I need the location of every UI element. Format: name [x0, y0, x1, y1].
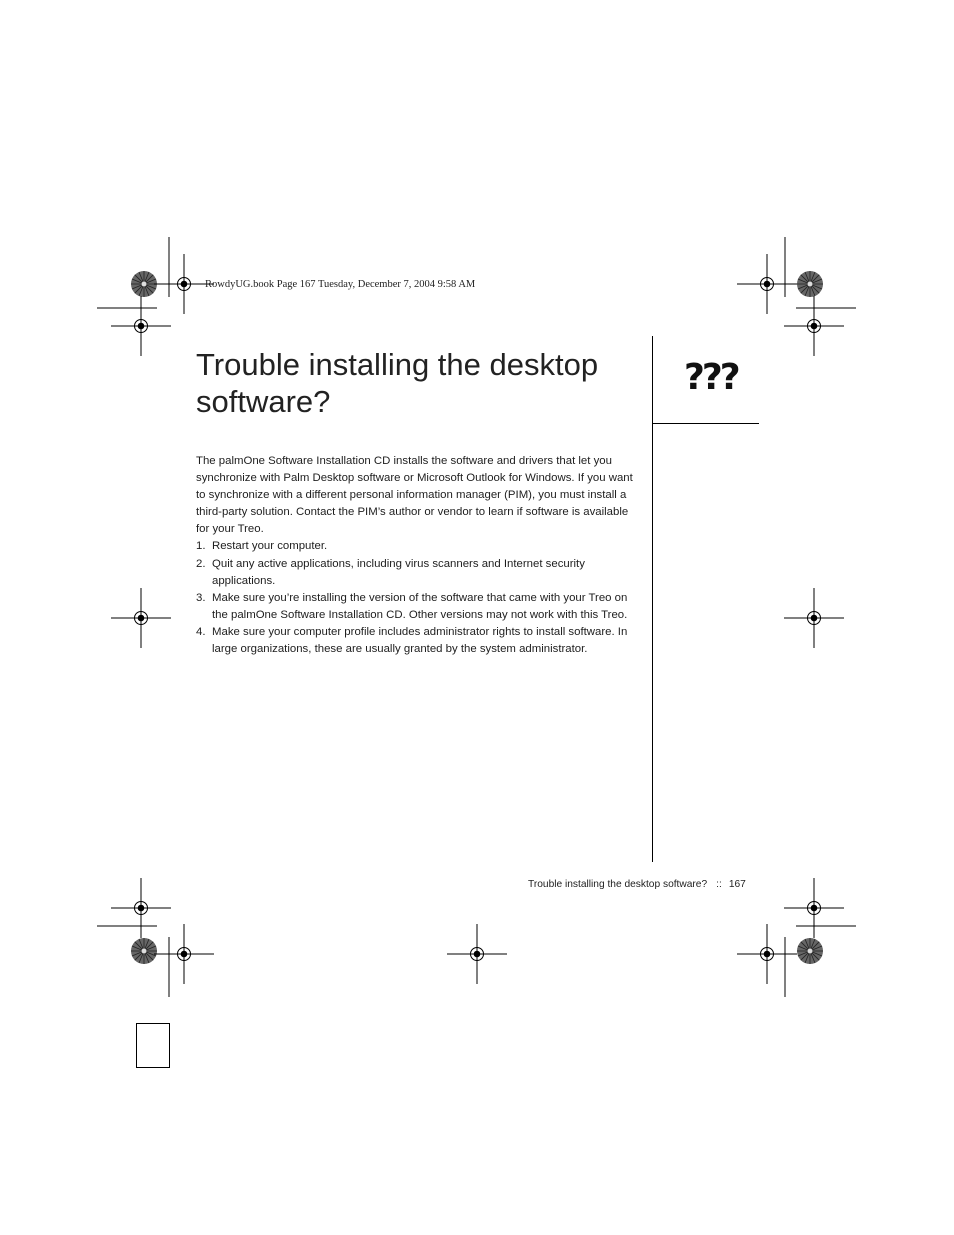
registration-mark-icon [111, 878, 171, 938]
sidebar-divider [652, 423, 759, 424]
registration-mark-icon [154, 924, 214, 984]
page-title: Trouble installing the desktop software? [196, 347, 599, 419]
footer-section-title: Trouble installing the desktop software? [528, 879, 708, 890]
step-number: 1. [196, 540, 206, 553]
registration-mark-icon [737, 924, 797, 984]
registration-mark-icon [784, 878, 844, 938]
registration-mark-icon [784, 588, 844, 648]
registration-mark-icon [111, 296, 171, 356]
crop-box [136, 1023, 170, 1068]
list-item [196, 556, 642, 590]
step-text: Restart your computer. [212, 540, 328, 553]
star-target-icon [131, 271, 157, 297]
step-text: Make sure your computer profile includes administrator rights to install software. In large organizations, these are usually granted by the system administrator. [212, 625, 628, 656]
registration-mark-icon [784, 296, 844, 356]
star-target-icon [797, 271, 823, 297]
star-target-icon [131, 938, 157, 964]
list-item [196, 538, 642, 555]
registration-mark-icon [737, 254, 797, 314]
page-number: 167 [728, 879, 746, 890]
list-item [196, 624, 642, 658]
page-footer [528, 879, 746, 890]
star-target-icon [797, 938, 823, 964]
step-number: 3. [196, 591, 206, 604]
steps-list [196, 538, 642, 658]
step-number: 2. [196, 557, 206, 570]
intro-paragraph: The palmOne Software Installation CD installs the software and drivers that let you synchronize with Palm Desktop software or Microsoft Outlook for Windows. If you want to synchronize with a different personal information manager (PIM), you must install a third-party solution. Contact the PIM’s author or vendor to learn if software is available for your Treo. [196, 455, 633, 536]
list-item [196, 590, 642, 624]
question-marks-icon: ??? [684, 357, 738, 398]
footer-separator: :: [716, 879, 722, 890]
book-info-header: RowdyUG.book Page 167 Tuesday, December 7, 2004 9:58 AM [205, 279, 476, 290]
body-text [196, 453, 642, 658]
registration-mark-icon [111, 588, 171, 648]
step-number: 4. [196, 625, 206, 638]
registration-mark-icon [447, 924, 507, 984]
margin-rule [652, 336, 653, 862]
step-text: Quit any active applications, including virus scanners and Internet security applications. [212, 557, 585, 587]
step-text: Make sure you’re installing the version of the software that came with your Treo on the palmOne Software Installation CD. Other versions may not work with this Treo. [212, 591, 628, 621]
